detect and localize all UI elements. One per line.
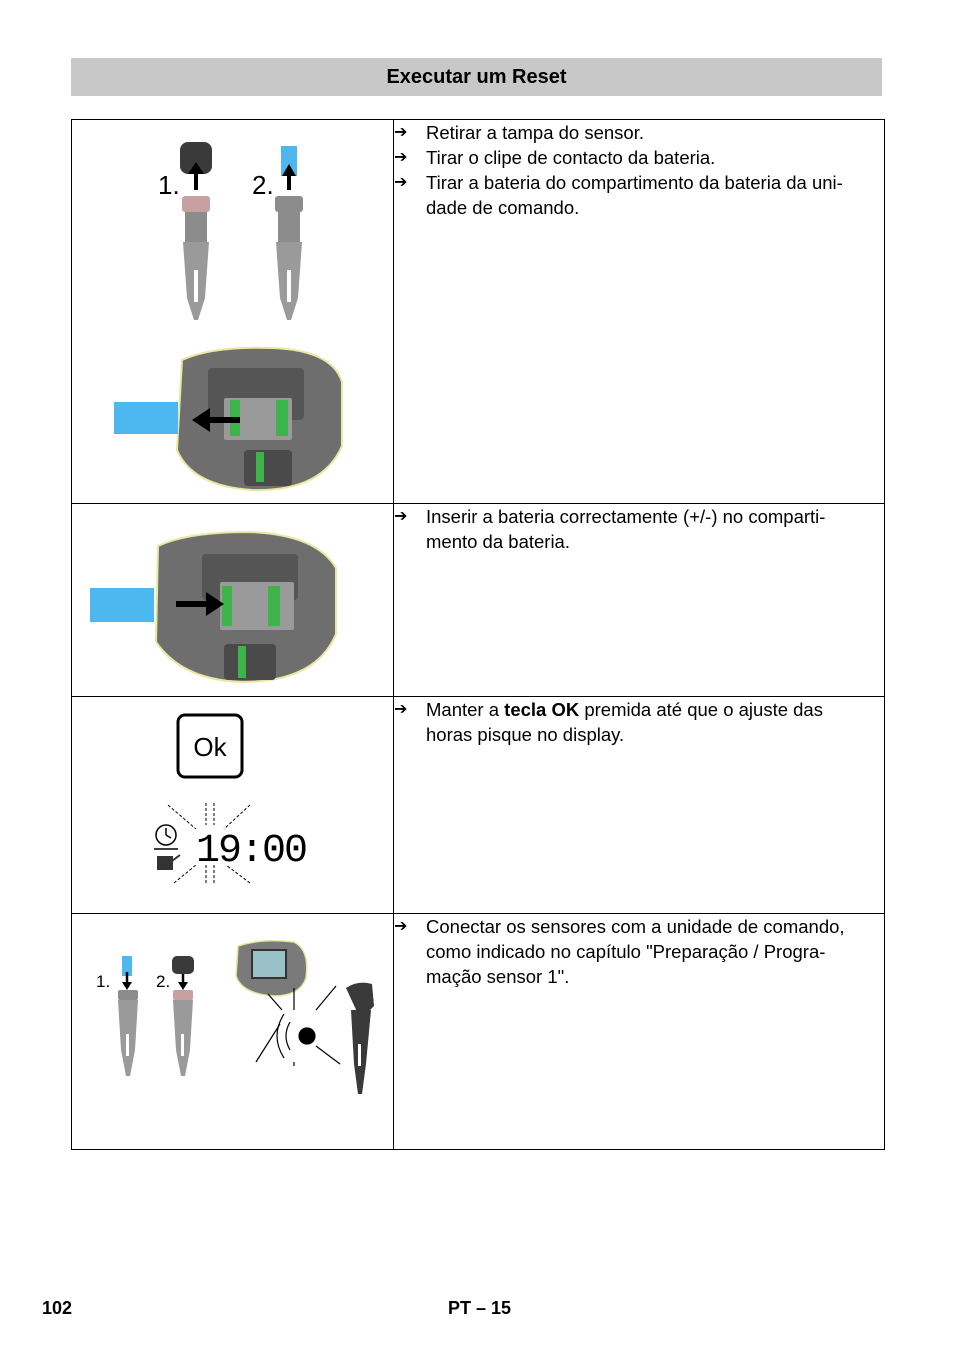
battery-icon bbox=[90, 588, 154, 622]
figure-label-2: 2. bbox=[252, 170, 274, 200]
arrow-icon: ➔ bbox=[394, 918, 408, 935]
instruction-text: Tirar o clipe de contacto da bateria. bbox=[426, 147, 716, 168]
arrow-icon: ➔ bbox=[394, 174, 408, 191]
wireless-signal-icon bbox=[256, 986, 340, 1066]
sensor-1-icon bbox=[118, 990, 138, 1076]
instruction-continuation: como indicado no capítulo "Preparação / Progra- bbox=[426, 941, 826, 962]
sensor-2-icon bbox=[173, 990, 193, 1076]
instruction-line bbox=[394, 145, 884, 170]
instruction-line bbox=[394, 120, 884, 145]
sensor-1-icon bbox=[182, 196, 210, 320]
instruction-continuation: dade de comando. bbox=[426, 197, 580, 218]
figure-label-1: 1. bbox=[96, 972, 111, 991]
instruction-continuation: mento da bateria. bbox=[426, 531, 570, 552]
ok-key-term: tecla OK bbox=[504, 699, 580, 720]
watering-can-icon bbox=[158, 855, 180, 869]
battery-removed-icon bbox=[114, 402, 178, 434]
sensor-cap-icon bbox=[172, 956, 194, 974]
step-4-figure bbox=[72, 914, 394, 1150]
instruction-line bbox=[394, 914, 884, 939]
steps-table bbox=[71, 119, 885, 1150]
step-1-text bbox=[394, 120, 885, 504]
instruction-text: Tirar a bateria do compartimento da bateria da uni- bbox=[426, 172, 843, 193]
figure-label-1: 1. bbox=[158, 170, 180, 200]
page-title: Executar um Reset bbox=[71, 58, 882, 96]
clock-display: 19:00 bbox=[196, 829, 307, 874]
step-row-1 bbox=[72, 120, 885, 504]
instruction-line bbox=[394, 697, 884, 722]
figure-label-2: 2. bbox=[156, 972, 171, 991]
instruction-text: Manter a tecla OK premida até que o ajuste das bbox=[426, 699, 823, 720]
step-3-text bbox=[394, 697, 885, 914]
ok-key-label: Ok bbox=[193, 732, 227, 762]
step-1-figure bbox=[72, 120, 394, 504]
instruction-text: Inserir a bateria correctamente (+/-) no comparti- bbox=[426, 506, 826, 527]
arrow-icon: ➔ bbox=[394, 149, 408, 166]
instruction-line bbox=[394, 170, 884, 195]
control-unit-icon bbox=[236, 941, 307, 996]
arrow-icon: ➔ bbox=[394, 508, 408, 525]
instruction-text: Conectar os sensores com a unidade de comando, bbox=[426, 916, 845, 937]
step-row-2 bbox=[72, 504, 885, 697]
instruction-line bbox=[394, 504, 884, 529]
arrow-icon: ➔ bbox=[394, 124, 408, 141]
step-2-figure bbox=[72, 504, 394, 697]
sensor-2-icon bbox=[275, 196, 303, 320]
step-3-figure bbox=[72, 697, 394, 914]
section-label: PT – 15 bbox=[448, 1298, 512, 1318]
page-number: 102 bbox=[42, 1298, 73, 1318]
step-row-4 bbox=[72, 914, 885, 1150]
instruction-continuation: horas pisque no display. bbox=[426, 724, 625, 745]
arrow-icon: ➔ bbox=[394, 701, 408, 718]
step-2-text bbox=[394, 504, 885, 697]
step-4-text bbox=[394, 914, 885, 1150]
instruction-continuation: mação sensor 1". bbox=[426, 966, 570, 987]
step-row-3 bbox=[72, 697, 885, 914]
sensor-installed-icon bbox=[346, 983, 374, 1094]
instruction-text: Retirar a tampa do sensor. bbox=[426, 122, 644, 143]
